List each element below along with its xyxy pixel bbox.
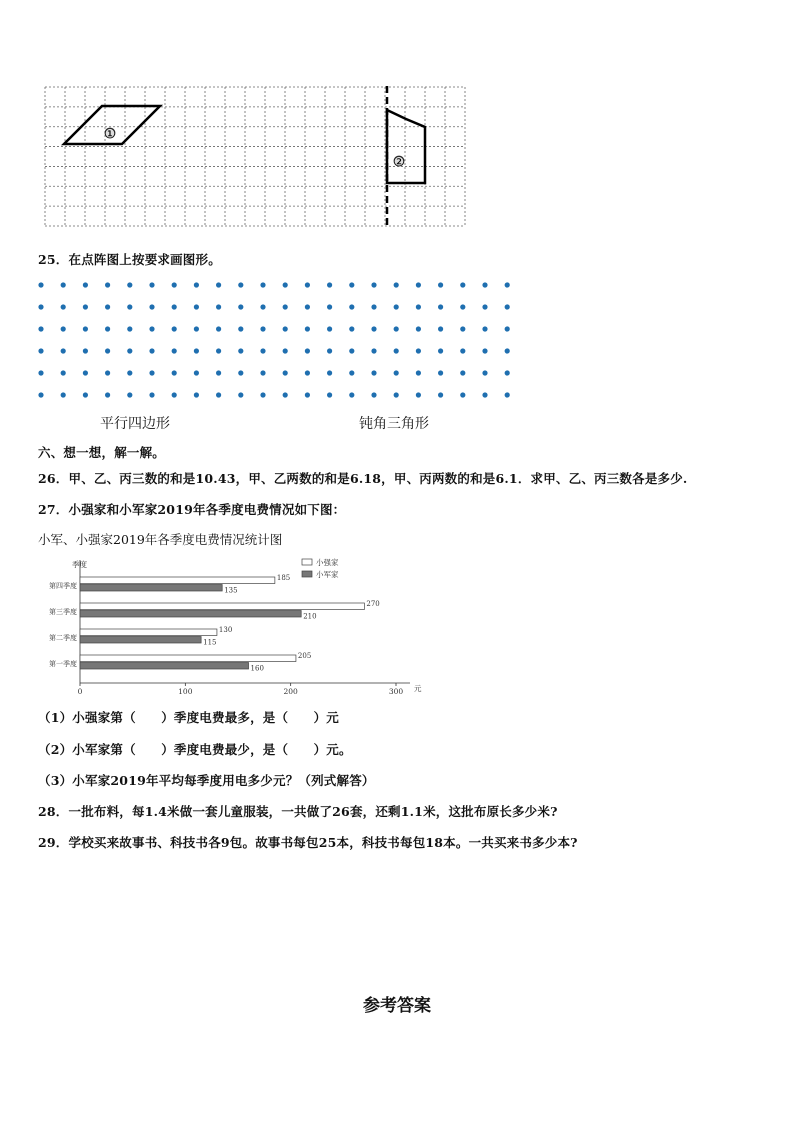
bar-value-label: 210 [303, 612, 317, 621]
caption-parallelogram: 平行四边形 [100, 416, 170, 432]
grid-dot [216, 326, 221, 331]
grid-dot [83, 348, 88, 353]
grid-dot [327, 282, 332, 287]
grid-dot [482, 370, 487, 375]
grid-dot [505, 282, 510, 287]
grid-dot [105, 326, 110, 331]
grid-dot [394, 348, 399, 353]
grid-dot [216, 348, 221, 353]
grid-dot [482, 326, 487, 331]
grid-dot [260, 326, 265, 331]
grid-dot [238, 326, 243, 331]
grid-dot [127, 348, 132, 353]
bar [80, 637, 201, 644]
grid-dot [416, 326, 421, 331]
bar [80, 603, 364, 610]
category-label: 第三季度 [49, 608, 77, 616]
grid-dot [216, 370, 221, 375]
category-label: 第二季度 [49, 634, 77, 642]
x-tick-label: 300 [388, 687, 404, 696]
grid-dot [371, 348, 376, 353]
grid-dot [283, 326, 288, 331]
grid-dot [416, 370, 421, 375]
section-6-heading: 六、想一想，解一解。 [38, 445, 166, 460]
grid-dot [105, 348, 110, 353]
grid-dot [305, 304, 310, 309]
grid-dot [349, 370, 354, 375]
grid-dot [482, 282, 487, 287]
grid-dot [283, 370, 288, 375]
grid-dot [416, 304, 421, 309]
grid-dot [460, 304, 465, 309]
grid-dot [194, 282, 199, 287]
grid-dot [482, 392, 487, 397]
grid-dot [194, 304, 199, 309]
grid-dot [105, 370, 110, 375]
grid-dot [172, 304, 177, 309]
grid-dot [127, 282, 132, 287]
bar-value-label: 205 [297, 652, 312, 660]
grid-dot [149, 326, 154, 331]
grid-dot [38, 282, 43, 287]
legend-swatch [302, 559, 312, 565]
grid-dot [327, 392, 332, 397]
grid-dot [83, 392, 88, 397]
bar-value-label: 270 [366, 600, 380, 608]
grid-dot [327, 304, 332, 309]
legend-label: 小强家 [316, 558, 339, 567]
grid-dot [172, 348, 177, 353]
bar [80, 629, 217, 636]
grid-dot [194, 370, 199, 375]
grid-dot [61, 304, 66, 309]
grid-dot [438, 282, 443, 287]
question-27: 27．小强家和小军家2019年各季度电费情况如下图： [38, 502, 346, 517]
grid-dot [260, 282, 265, 287]
grid-dot [460, 392, 465, 397]
grid-dot [127, 304, 132, 309]
question-28: 28．一批布料，每1.4米做一套儿童服装，一共做了26套，还剩1.1米，这批布原长多少米? [38, 804, 558, 819]
grid-dot [283, 282, 288, 287]
grid-dot [394, 392, 399, 397]
shape-1-label: ① [104, 127, 116, 142]
grid-dot [172, 370, 177, 375]
grid-dot [438, 370, 443, 375]
grid-dot [38, 348, 43, 353]
grid-dot [172, 282, 177, 287]
grid-dot [394, 326, 399, 331]
grid-dot [194, 348, 199, 353]
grid-dot [260, 370, 265, 375]
category-label: 第四季度 [49, 582, 77, 590]
grid-dot [460, 348, 465, 353]
question-27-sub-1: （1）小强家第（ ）季度电费最多，是（ ）元 [38, 710, 339, 725]
bar [80, 663, 249, 670]
grid-dot [38, 304, 43, 309]
grid-dot [482, 348, 487, 353]
bar [80, 611, 301, 618]
answer-heading: 参考答案 [363, 996, 431, 1016]
grid-dot [149, 304, 154, 309]
grid-dot [216, 304, 221, 309]
question-27-sub-3: （3）小军家2019年平均每季度用电多少元？（列式解答） [38, 773, 375, 788]
grid-dot [149, 348, 154, 353]
grid-dot [105, 392, 110, 397]
x-tick-label: 0 [77, 687, 83, 696]
grid-figure [44, 86, 468, 228]
grid-dot [349, 326, 354, 331]
grid-dot [238, 282, 243, 287]
grid-dot [61, 348, 66, 353]
grid-dot [305, 282, 310, 287]
grid-dot [194, 326, 199, 331]
grid-dot [371, 326, 376, 331]
grid-dot [172, 392, 177, 397]
grid-dot [38, 392, 43, 397]
grid-dot [83, 304, 88, 309]
grid-dot [38, 370, 43, 375]
shape-2-label: ② [393, 155, 405, 170]
grid-dot [194, 392, 199, 397]
grid-dot [61, 282, 66, 287]
grid-dot [327, 326, 332, 331]
grid-dot [127, 370, 132, 375]
grid-dot [327, 348, 332, 353]
grid-dot [349, 282, 354, 287]
grid-dot [260, 348, 265, 353]
x-axis-label: 元 [414, 684, 422, 693]
bar-value-label: 135 [224, 586, 238, 595]
grid-dot [260, 392, 265, 397]
grid-dot [438, 392, 443, 397]
grid-dot [83, 282, 88, 287]
grid-dot [216, 392, 221, 397]
grid-dot [238, 304, 243, 309]
grid-dot [482, 304, 487, 309]
grid-dot [394, 370, 399, 375]
grid-dot [61, 392, 66, 397]
bar [80, 655, 296, 662]
grid-dot [371, 392, 376, 397]
grid-dot [105, 282, 110, 287]
grid-dot [172, 326, 177, 331]
grid-dot [438, 304, 443, 309]
grid-dot [238, 392, 243, 397]
bar [80, 585, 222, 592]
grid-dot [416, 392, 421, 397]
grid-dot [505, 348, 510, 353]
bar-value-label: 130 [218, 626, 233, 634]
question-26: 26．甲、乙、丙三数的和是10.43，甲、乙两数的和是6.18，甲、丙两数的和是6.1．求甲、乙、丙三数各是多少. [38, 471, 688, 486]
grid-dot [305, 348, 310, 353]
grid-dot [438, 348, 443, 353]
grid-dot [505, 370, 510, 375]
question-29: 29．学校买来故事书、科技书各9包。故事书每包25本，科技书每包18本。一共买来书多少本? [38, 835, 578, 850]
grid-dot [327, 370, 332, 375]
question-27-sub-2: （2）小军家第（ ）季度电费最少，是（ ）元。 [38, 742, 352, 757]
grid-dot [371, 370, 376, 375]
grid-dot [149, 392, 154, 397]
grid-dot [283, 304, 288, 309]
grid-dot [283, 348, 288, 353]
grid-dot [460, 370, 465, 375]
grid-dot [349, 392, 354, 397]
grid-dot [394, 304, 399, 309]
grid-dot [105, 304, 110, 309]
grid-dot [61, 326, 66, 331]
bar-value-label: 160 [250, 664, 264, 673]
grid-dot [61, 370, 66, 375]
dot-grid [36, 278, 516, 402]
grid-dot [305, 370, 310, 375]
grid-dot [505, 392, 510, 397]
grid-dot [149, 370, 154, 375]
grid-dot [216, 282, 221, 287]
grid-dot [371, 282, 376, 287]
grid-dot [305, 392, 310, 397]
grid-dot [416, 282, 421, 287]
grid-dot [371, 304, 376, 309]
x-tick-label: 100 [178, 687, 193, 696]
grid-dot [349, 304, 354, 309]
grid-dot [83, 370, 88, 375]
x-tick-label: 200 [283, 687, 298, 696]
question-25: 25．在点阵图上按要求画图形。 [38, 252, 221, 267]
caption-obtuse-triangle: 钝角三角形 [359, 416, 429, 432]
electricity-bar-chart [36, 556, 436, 698]
category-label: 第一季度 [49, 660, 77, 668]
legend-swatch [302, 571, 312, 577]
grid-dot [505, 326, 510, 331]
grid-dot [283, 392, 288, 397]
grid-dot [238, 370, 243, 375]
grid-dot [349, 348, 354, 353]
bar-value-label: 185 [276, 574, 291, 582]
grid-dot [416, 348, 421, 353]
grid-dot [438, 326, 443, 331]
chart-title: 小军、小强家2019年各季度电费情况统计图 [38, 532, 283, 547]
grid-dot [83, 326, 88, 331]
grid-dot [305, 326, 310, 331]
grid-dot [460, 326, 465, 331]
grid-dot [38, 326, 43, 331]
grid-dot [460, 282, 465, 287]
grid-dot [127, 392, 132, 397]
grid-dot [505, 304, 510, 309]
y-axis-label: 季度 [72, 560, 87, 569]
legend-label: 小军家 [316, 570, 339, 579]
bar [80, 577, 275, 584]
grid-dot [260, 304, 265, 309]
grid-dot [238, 348, 243, 353]
grid-dot [394, 282, 399, 287]
grid-dot [127, 326, 132, 331]
bar-value-label: 115 [203, 638, 217, 647]
grid-dot [149, 282, 154, 287]
